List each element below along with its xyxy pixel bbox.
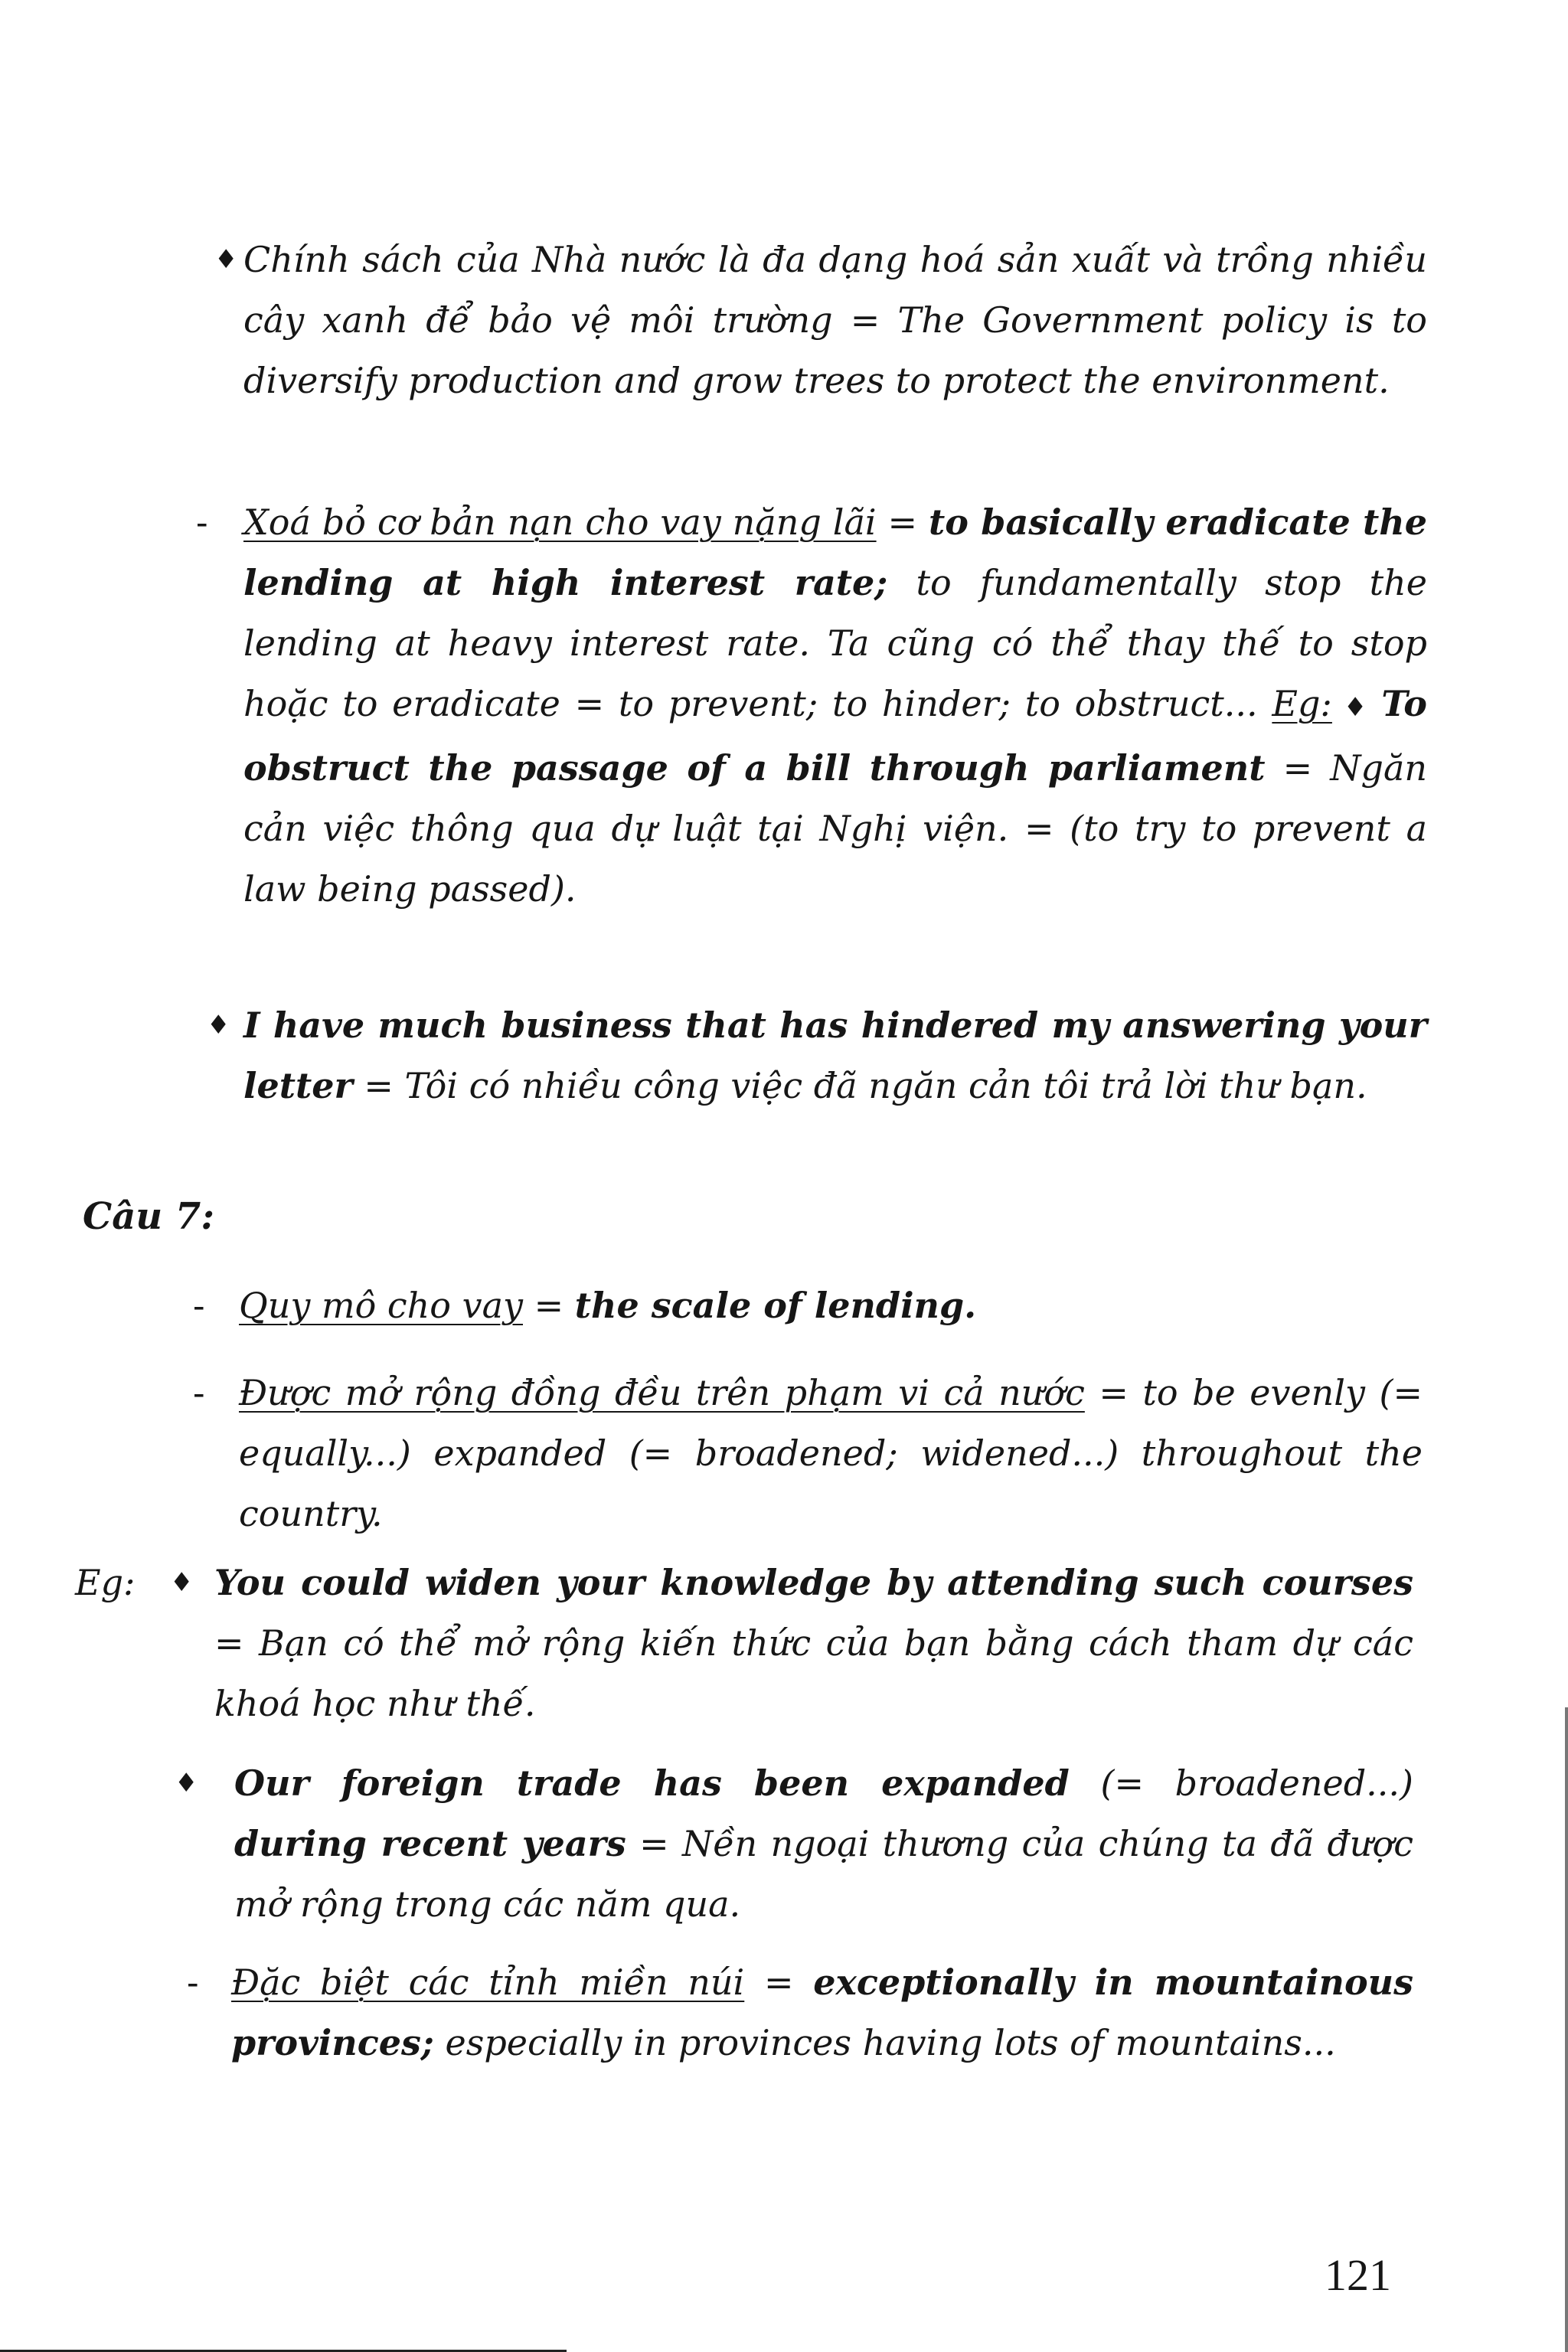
page-edge-rule bbox=[1565, 1707, 1568, 2352]
explanation-text: to fundamentally stop the lending at heavy interest rate. Ta cũng có thể thay thế to stop hoặc to eradicate = to prevent; to hinder; to obstruct... bbox=[243, 562, 1427, 724]
bullet-paragraph-hindered bbox=[243, 995, 1427, 1116]
equals-sign: = bbox=[876, 501, 929, 543]
vietnamese-term: Xoá bỏ cơ bản nạn cho vay nặng lãi bbox=[243, 501, 877, 543]
bullet-paragraph-government-policy bbox=[243, 230, 1427, 411]
bullet-paragraph-foreign-trade bbox=[234, 1753, 1413, 1935]
vietnamese-sentence: Chính sách của Nhà nước là đa dạng hoá sản xuất và trồng nhiều cây xanh để bảo vệ môi trường bbox=[243, 239, 1427, 341]
example-translation: = Nền ngoại thương của chúng ta đã được mở rộng trong các năm qua. bbox=[234, 1823, 1414, 1925]
example-translation: = Bạn có thể mở rộng kiến thức của bạn bằng cách tham dự các khoá học như thế. bbox=[214, 1622, 1413, 1724]
english-translation: = to be evenly (= equally...) expanded (= broadened; widened...) throughout the country. bbox=[239, 1372, 1423, 1534]
english-term: to basically eradicate the lending at high interest rate; bbox=[243, 501, 1427, 603]
dash-marker: - bbox=[187, 1962, 199, 2003]
vietnamese-term: Được mở rộng đồng đều trên phạm vi cả nước bbox=[239, 1372, 1085, 1413]
example-translation: = Ngăn cản việc thông qua dự luật tại Nghị viện. = (to try to prevent a law being passed). bbox=[243, 747, 1427, 910]
dash-marker: - bbox=[193, 1285, 205, 1326]
example-label: Eg: bbox=[1272, 683, 1332, 724]
example-translation: = Tôi có nhiều công việc đã ngăn cản tôi trả lời thư bạn. bbox=[352, 1065, 1367, 1106]
equals-sign: = bbox=[744, 1962, 814, 2003]
english-term: exceptionally in mountainous provinces; bbox=[231, 1962, 1413, 2063]
english-translation: The Government policy is to diversify production and grow trees to protect the environment. bbox=[243, 299, 1427, 401]
example-english-continued: during recent years bbox=[234, 1823, 626, 1864]
dash-marker: - bbox=[196, 501, 208, 543]
example-english: To obstruct the passage of a bill through parliament bbox=[243, 683, 1427, 789]
bullet-diamond-icon: ♦ bbox=[175, 1768, 198, 1798]
dash-paragraph-scale-of-lending bbox=[239, 1276, 1423, 1336]
english-term: the scale of lending. bbox=[574, 1285, 977, 1326]
vietnamese-term: Quy mô cho vay bbox=[239, 1285, 523, 1326]
dash-paragraph-mountain-provinces bbox=[231, 1952, 1413, 2073]
bullet-diamond-icon: ♦ bbox=[214, 244, 238, 275]
example-english: Our foreign trade has been expanded bbox=[234, 1762, 1070, 1804]
parenthetical-text: (= broadened...) bbox=[1069, 1762, 1413, 1804]
example-label: Eg: bbox=[75, 1562, 136, 1603]
page-number: 121 bbox=[1325, 2250, 1391, 2300]
bullet-diamond-icon: ♦ bbox=[170, 1567, 194, 1598]
dash-paragraph-evenly-expanded bbox=[239, 1363, 1423, 1544]
equals-sign: = bbox=[523, 1285, 575, 1326]
equals-sign: = bbox=[832, 299, 898, 341]
dash-paragraph-lending-eradication bbox=[243, 492, 1427, 920]
example-english: I have much business that has hindered my answering your letter bbox=[243, 1004, 1427, 1106]
bullet-diamond-icon: ♦ bbox=[1331, 692, 1382, 723]
dash-marker: - bbox=[193, 1372, 205, 1413]
bullet-diamond-icon: ♦ bbox=[207, 1010, 230, 1040]
explanation-text: especially in provinces having lots of mountains... bbox=[433, 2022, 1336, 2063]
example-paragraph-widen-knowledge bbox=[214, 1553, 1413, 1734]
example-english: You could widen your knowledge by attending such courses bbox=[214, 1562, 1413, 1603]
vietnamese-term: Đặc biệt các tỉnh miền núi bbox=[231, 1962, 745, 2003]
section-heading: Câu 7: bbox=[83, 1195, 215, 1238]
